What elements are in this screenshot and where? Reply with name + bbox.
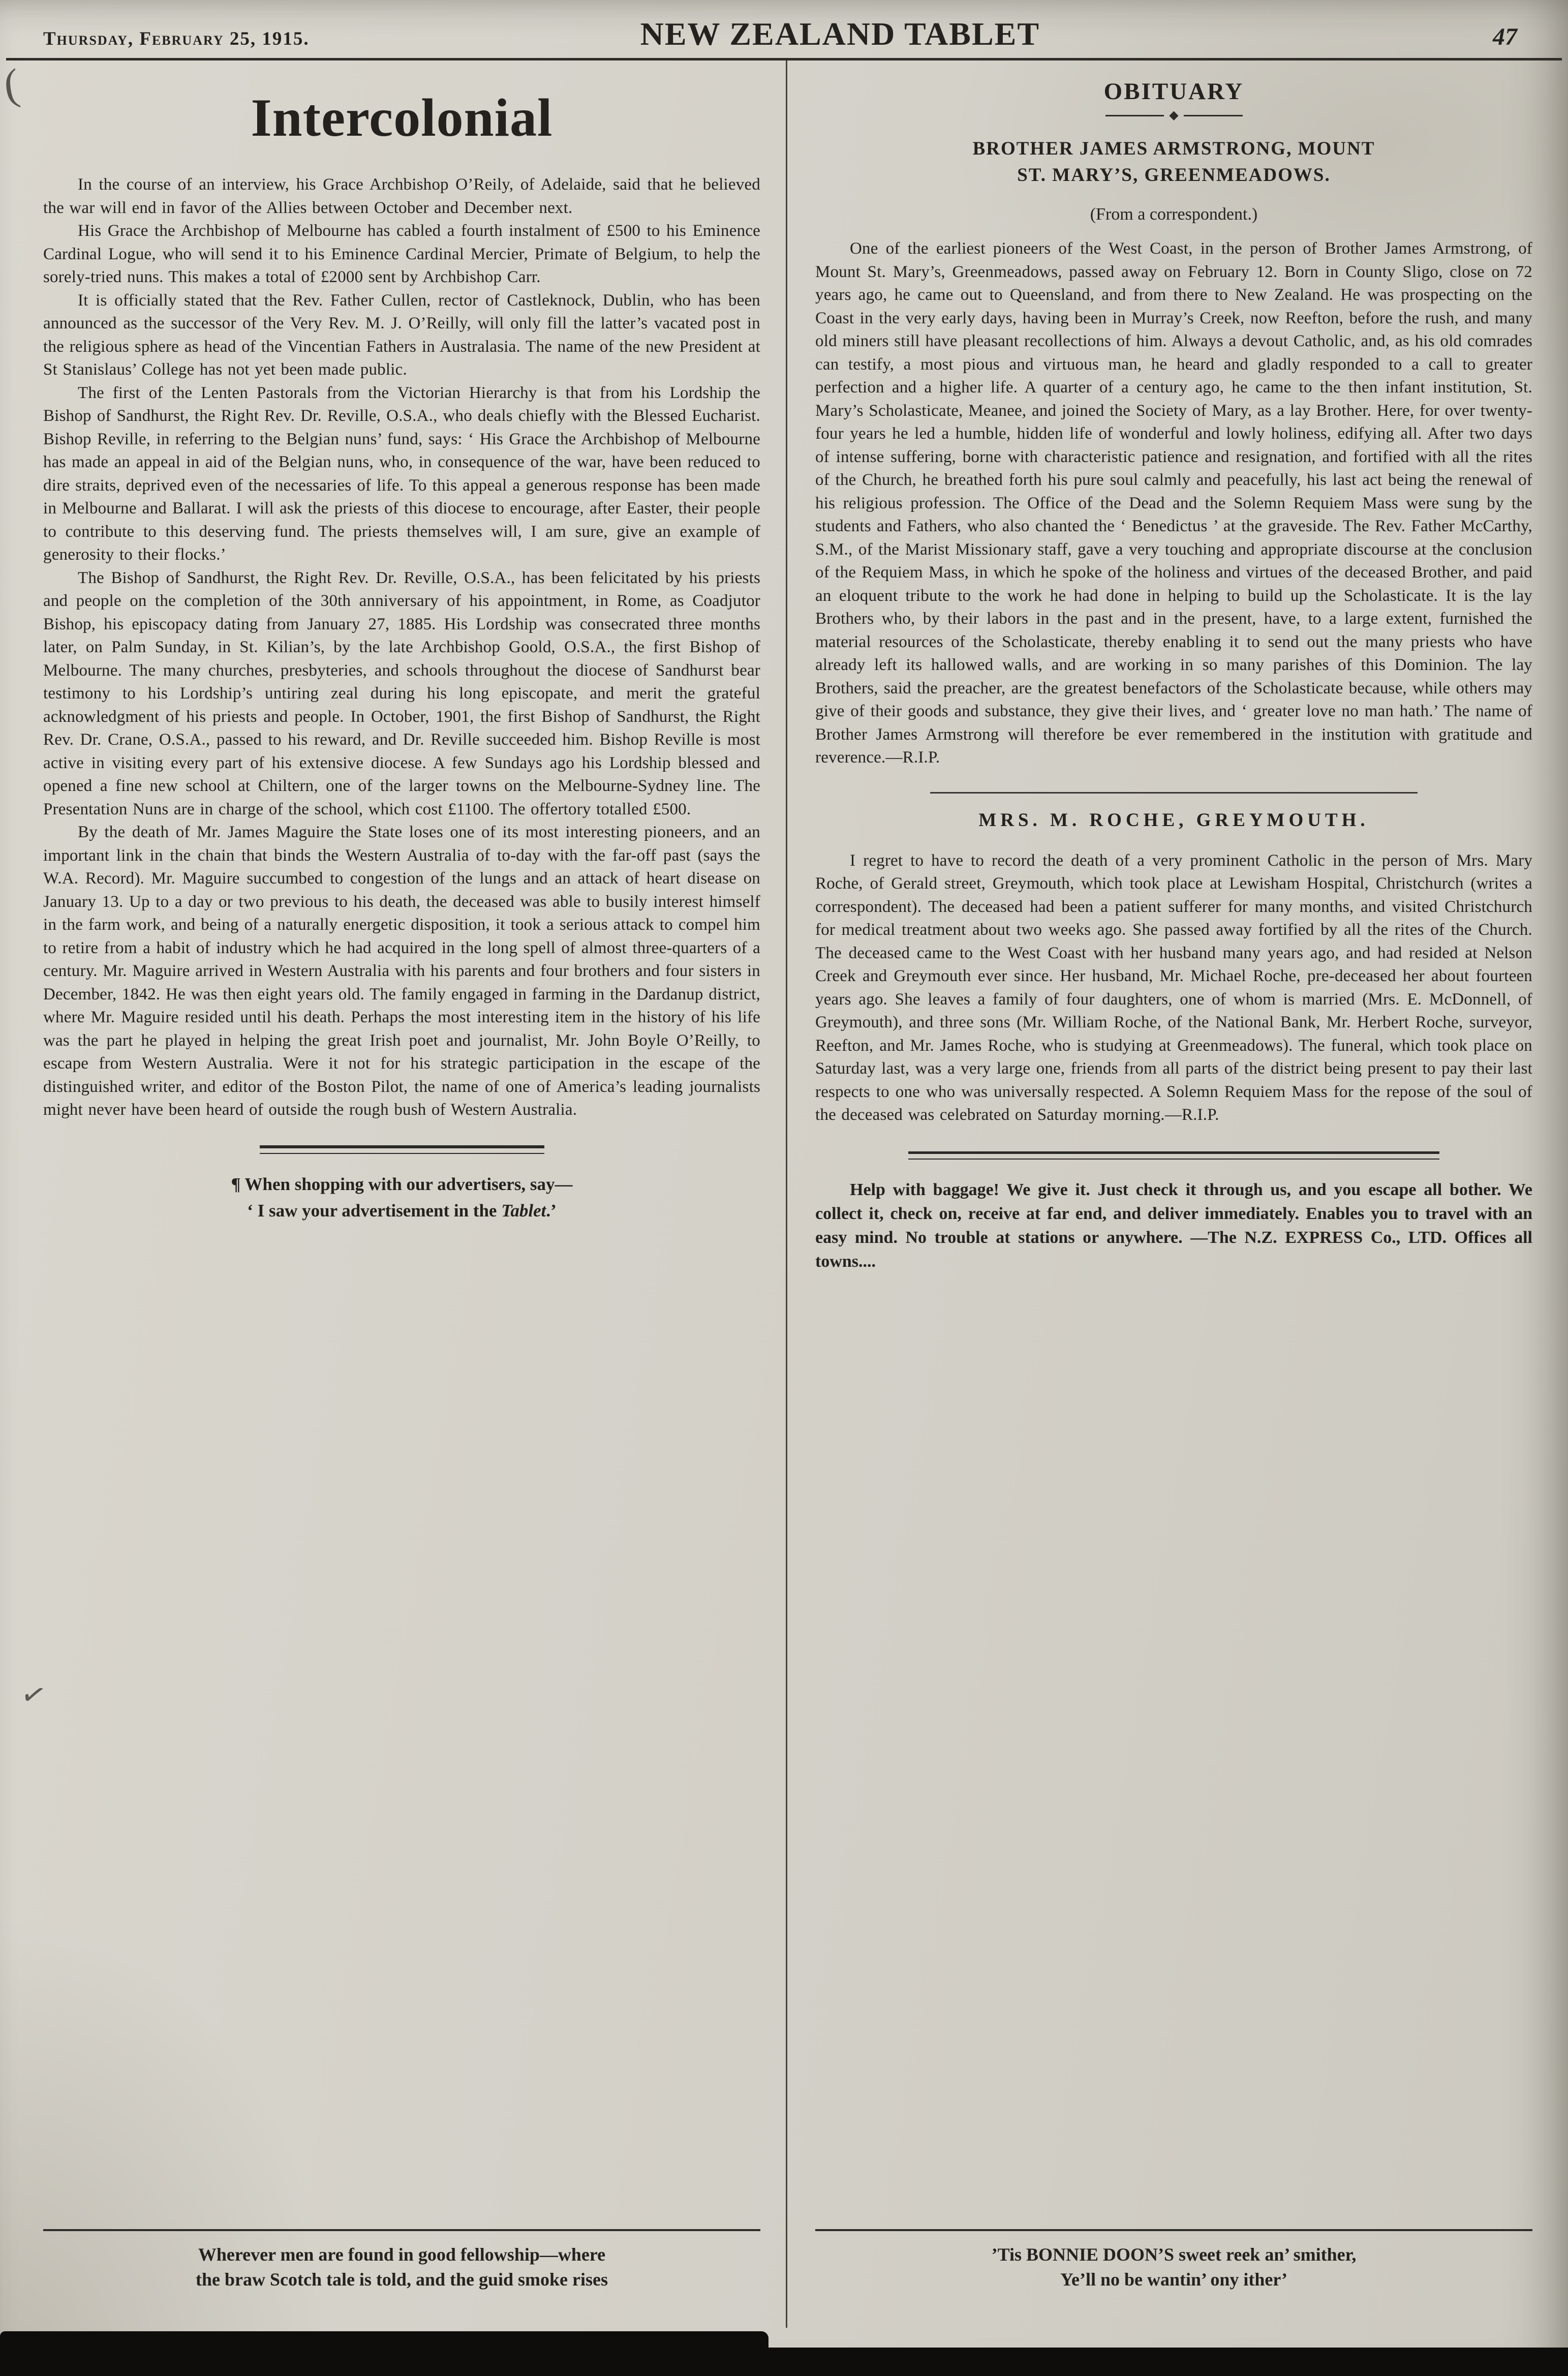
obituary-heading <box>815 136 1532 189</box>
intercolonial-title: Intercolonial <box>251 88 553 147</box>
paper-title: NEW ZEALAND TABLET <box>640 16 1040 52</box>
diamond-icon: ◆ <box>1169 109 1179 122</box>
left-column <box>30 60 786 2328</box>
right-footer-ad <box>815 2229 1532 2292</box>
advertisers-note-line2-pre: ‘ I saw your advertisement in the <box>247 1200 502 1221</box>
obituary-body: One of the earliest pioneers of the West Coast, in the person of Brother James Armstrong, of Mount St. Mary’s, Greenmeadows, passed away on February 12. Born in County Sligo, close on 72 years ago, he came out to Queensland, and from there to New Zealand. He was prospecting on the Coast in the very early days, having been in Murray’s Creek, now Reefton, before the rush, and many old miners still have pleasant recollections of him. Always a devout Catholic, and, as his old comrades can testify, a most pious and virtuous man, he heard and gladly responded to a call to greater perfection and a higher life. A quarter of a century ago, he came to the then infant institution, St. Mary’s Scholasticate, Meanee, and joined the Society of Mary, as a lay Brother. Here, for over twenty-four years he led a humble, hidden life of wonderful and lowly holiness, edifying all. After two days of intense suffering, borne with characteristic patience and resignation, and fortified with all the rites of the Church, he breathed forth his pure soul calmly and peacefully, his last act being the renewal of his religious profession. The Office of the Dead and the Solemn Requiem Mass were sung by the students and Fathers, who also chanted the ‘ Benedictus ’ at the graveside. The Rev. Father McCarthy, S.M., of the Marist Missionary staff, gave a very touching and appropriate discourse at the conclusion of the Requiem Mass, in which he spoke of the holiness and virtues of the deceased Brother, and paid an eloquent tribute to the work he had done in helping to build up the Scholasticate. It is the lay Brothers who, by their labors in the past and in the present, have, to a large extent, furnished the material resources of the Scholasticate, thereby enabling it to send out the many priests who have already left its hallowed walls, and are working in so many parishes of this Dominion. The lay Brothers, said the preacher, are the greatest benefactors of the Scholasticate because, while others may give of their goods and substance, they give their lives, and ‘ greater love no man hath.’ The name of Brother James Armstrong will therefore be ever remembered in the institution with gratitude and reverence.—R.I.P. <box>815 239 1532 767</box>
intercolonial-paragraph: By the death of Mr. James Maguire the State loses one of its most interesting pioneers, and an important link in the chain that binds the Western Australia of to-day with the far-off past (says the W.A. Record). Mr. Maguire succumbed to congestion of the lungs and an attack of heart disease on January 13. Up to a day or two previous to his death, the deceased was able to busily interest himself in the farm work, and being of a naturally energetic disposition, it took a serious attack to compel him to retire from a habit of industry which he had acquired in the long spell of almost three-quarters of a century. Mr. Maguire arrived in Western Australia with his parents and four brothers and four sisters in December, 1842. He was then eight years old. The family engaged in farming in the Dardanup district, where Mr. Maguire resided until his death. Perhaps the most interesting item in the history of his life was the part he played in helping the great Irish poet and journalist, Mr. John Boyle O’Reilly, to escape from Western Australia. Were it not for his strategic participation in the escape of the distinguished writer, and editor of the Boston Pilot, the name of one of America’s leading journalists might never have been heard of outside the rough bush of Western Australia. <box>43 823 760 1119</box>
footer-ad-line: ’Tis BONNIE DOON’S sweet reek an’ smither, <box>991 2244 1357 2265</box>
obituary-heading-line2: ST. MARY’S, GREENMEADOWS. <box>1017 165 1331 186</box>
intercolonial-paragraph: His Grace the Archbishop of Melbourne has cabled a fourth instalment of £500 to his Eminence Cardinal Logue, who will send it to his Eminence Cardinal Mercier, Primate of Belgium, to help the sorely-tried nuns. This makes a total of £2000 sent by Archbishop Carr. <box>43 222 760 286</box>
byline: (From a correspondent.) <box>1090 205 1258 224</box>
footer-ad-line: the braw Scotch tale is told, and the guid smoke rises <box>195 2269 608 2290</box>
advertisers-note-line2 <box>247 1201 557 1221</box>
section-separator <box>908 1151 1439 1160</box>
obituary-title: OBITUARY <box>1103 78 1244 105</box>
advertisers-note-line2-post: .’ <box>546 1200 557 1221</box>
handwritten-mark: ( <box>1 59 22 110</box>
intercolonial-paragraph: It is officially stated that the Rev. Father Cullen, rector of Castleknock, Dublin, who has been announced as the successor of the Very Rev. M. J. O’Reilly, will only fill the latter’s vacated post in the religious sphere as head of the Vincentian Fathers in Australasia. The name of the new President at St Stanislaus’ College has not yet been made public. <box>43 291 760 379</box>
right-column <box>786 60 1545 2328</box>
intercolonial-paragraph: The first of the Lenten Pastorals from the Victorian Hierarchy is that from his Lordship the Bishop of Sandhurst, the Right Rev. Dr. Reville, O.S.A., who deals chiefly with the Blessed Eucharist. Bishop Reville, in referring to the Belgian nuns’ fund, says: ‘ His Grace the Archbishop of Melbourne has made an appeal in aid of the Belgian nuns, who, in consequence of the war, have been reduced to dire straits, deprived even of the necessaries of life. To this appeal a generous response has been made in Melbourne and Ballarat. I will ask the priests of this diocese to encourage, after Easter, their people to contribute to this deserving fund. The priests themselves will, I am sure, give an example of generosity to their flocks.’ <box>43 383 760 564</box>
page-number: 47 <box>1493 23 1517 50</box>
section-separator <box>930 792 1418 794</box>
divider-line <box>1184 115 1243 116</box>
footer-ad-line: Ye’ll no be wantin’ ony ither’ <box>1060 2269 1287 2290</box>
issue-date: Thursday, February 25, 1915. <box>43 28 310 49</box>
divider-line <box>1105 115 1164 116</box>
intercolonial-paragraph: In the course of an interview, his Grace Archbishop O’Reily, of Adelaide, said that he believed the war will end in favor of the Allies between October and December next. <box>43 175 760 217</box>
advertisers-note <box>43 1171 760 1224</box>
intercolonial-paragraph: The Bishop of Sandhurst, the Right Rev. Dr. Reville, O.S.A., has been felicitated by his priests and people on the completion of the 30th anniversary of his appointment, in Rome, as Coadjutor Bishop, his episcopacy dating from January 27, 1885. His Lordship was consecrated three months later, on Palm Sunday, in St. Kilian’s, by the late Archbishop Goold, O.S.A., the first Bishop of Melbourne. The many churches, presbyteries, and schools throughout the diocese of Sandhurst bear testimony to his Lordship’s untiring zeal during his long episcopate, and merit the grateful acknowledgment of his priests and people. In October, 1901, the first Bishop of Sandhurst, the Right Rev. Dr. Crane, O.S.A., passed to his reward, and Dr. Reville succeeded him. Bishop Reville is most active in visiting every part of his extensive diocese. A few Sundays ago his Lordship blessed and opened a fine new school at Chiltern, one of the larger towns on the Melbourne-Sydney line. The Presentation Nuns are in charge of the school, which cost £1100. The offertory totalled £500. <box>43 568 760 818</box>
obituary-heading-line1: BROTHER JAMES ARMSTRONG, MOUNT <box>972 138 1375 159</box>
scan-edge-band <box>0 2348 1568 2376</box>
nz-express-ad: Help with baggage! We give it. Just check it through us, and you escape all bother. We collect it, check on, receive at far end, and deliver immediately. Enables you to travel with an easy mind. No trouble at stations or anywhere. —The N.Z. EXPRESS Co., LTD. Offices all towns.... <box>815 1180 1532 1271</box>
tablet-name: Tablet <box>501 1200 546 1221</box>
diamond-divider <box>1105 109 1243 121</box>
advertisers-note-line1: ¶ When shopping with our advertisers, say— <box>231 1174 573 1194</box>
roche-body: I regret to have to record the death of a very prominent Catholic in the person of Mrs. Mary Roche, of Gerald street, Greymouth, which took place at Lewisham Hospital, Christchurch (writes a correspondent). The deceased had been a patient sufferer for many months, and visited Christchurch for medical treatment about two weeks ago. She passed away fortified by all the rites of the Church. The deceased came to the West Coast with her husband many years ago, and had resided at Nelson Creek and Greymouth ever since. Her husband, Mr. Michael Roche, pre-deceased her about fourteen years ago. She leaves a family of four daughters, one of whom is married (Mrs. E. McDonnell, of Greymouth), and three sons (Mr. William Roche, of the National Bank, Mr. Herbert Roche, surveyor, Reefton, and Mr. James Roche, who is studying at Greenmeadows). The funeral, which took place on Saturday last, was a very large one, friends from all parts of the district being present to pay their last respects to one who was universally respected. A Solemn Requiem Mass for the repose of the soul of the deceased was celebrated on Saturday morning.—R.I.P. <box>815 851 1532 1124</box>
masthead <box>0 0 1568 58</box>
left-footer-ad <box>43 2229 760 2292</box>
page-columns <box>0 60 1568 2328</box>
roche-heading: MRS. M. ROCHE, GREYMOUTH. <box>978 809 1369 831</box>
handwritten-mark: ✓ <box>17 1676 50 1714</box>
footer-ad-line: Wherever men are found in good fellowship—where <box>198 2244 606 2265</box>
section-separator <box>260 1145 544 1154</box>
